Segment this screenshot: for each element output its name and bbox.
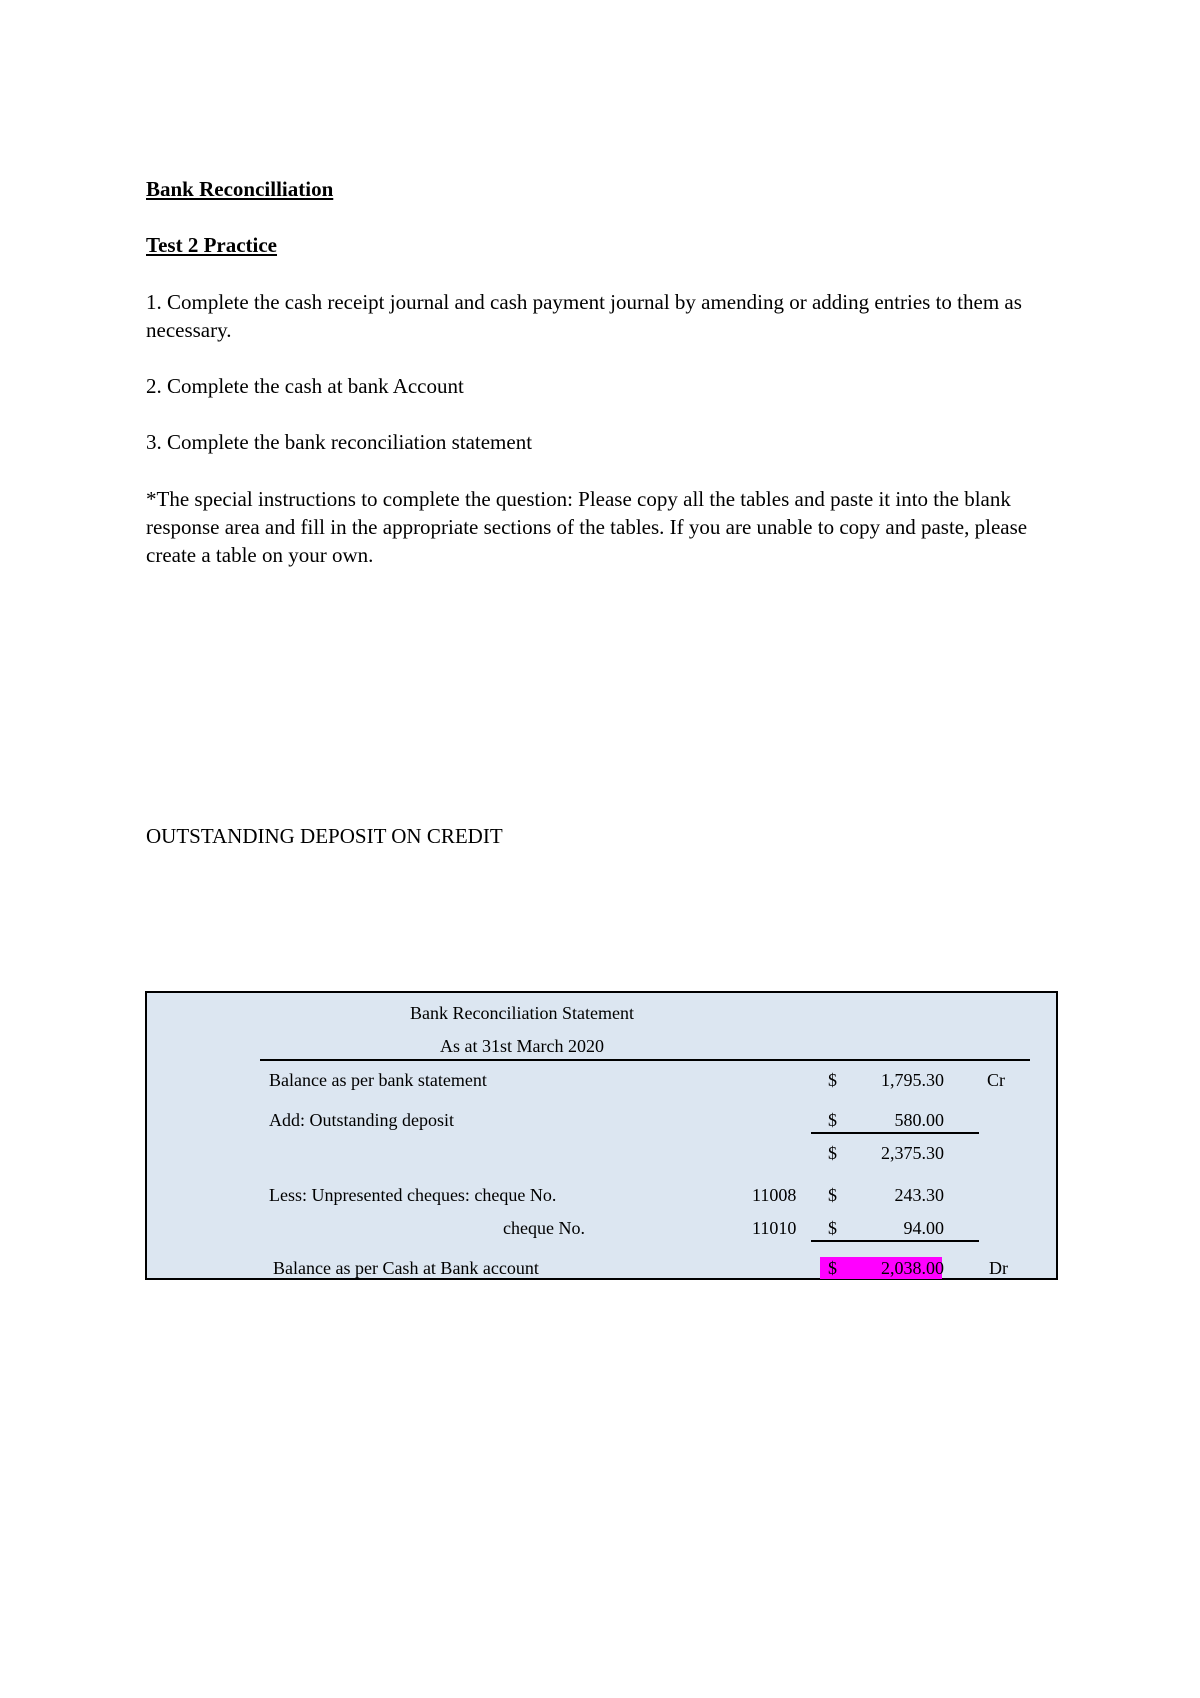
row-amount-outstanding-deposit: 580.00 — [894, 1110, 944, 1130]
row-currency: $ — [828, 1258, 837, 1278]
statement-title: Bank Reconciliation Statement — [410, 1003, 634, 1023]
row-cheque-number: 11010 — [752, 1218, 797, 1238]
total-rule — [811, 1240, 979, 1242]
question-2: 2. Complete the cash at bank Account — [146, 374, 464, 398]
row-label-cheque-no: cheque No. — [503, 1218, 585, 1238]
row-currency: $ — [828, 1143, 837, 1163]
row-amount-bank-balance: 1,795.30 — [881, 1070, 944, 1090]
row-label-unpresented-cheques: Less: Unpresented cheques: cheque No. — [269, 1185, 557, 1205]
question-3: 3. Complete the bank reconciliation statement — [146, 430, 533, 454]
row-currency: $ — [828, 1185, 837, 1205]
row-amount-cheque-11008: 243.30 — [894, 1185, 944, 1205]
subtotal-rule — [811, 1132, 979, 1134]
row-side-dr: Dr — [989, 1258, 1008, 1278]
bank-reconciliation-statement — [145, 991, 1058, 1280]
special-instructions: *The special instructions to complete the question: Please copy all the tables and paste it into the blank response area and fill in the appropriate sections of the tables. If you are unable to copy and paste, please create a table on your own. — [146, 487, 1028, 567]
question-1: 1. Complete the cash receipt journal and cash payment journal by amending or adding entries to them as necessary. — [146, 290, 1022, 342]
row-amount-cash-at-bank: 2,038.00 — [881, 1258, 944, 1278]
header-rule — [260, 1059, 1030, 1061]
row-cheque-number: 11008 — [752, 1185, 797, 1205]
row-label-cash-at-bank: Balance as per Cash at Bank account — [273, 1258, 539, 1278]
row-label-outstanding-deposit: Add: Outstanding deposit — [269, 1110, 454, 1130]
row-currency: $ — [828, 1070, 837, 1090]
row-amount-cheque-11010: 94.00 — [903, 1218, 944, 1238]
page-subtitle: Test 2 Practice — [146, 233, 278, 257]
page-title: Bank Reconcilliation — [146, 177, 334, 201]
row-label-bank-balance: Balance as per bank statement — [269, 1070, 487, 1090]
statement-date: As at 31st March 2020 — [440, 1036, 604, 1056]
row-currency: $ — [828, 1218, 837, 1238]
row-side-cr: Cr — [987, 1070, 1005, 1090]
row-currency: $ — [828, 1110, 837, 1130]
outstanding-deposit-note: OUTSTANDING DEPOSIT ON CREDIT — [146, 824, 503, 848]
row-amount-subtotal: 2,375.30 — [881, 1143, 944, 1163]
